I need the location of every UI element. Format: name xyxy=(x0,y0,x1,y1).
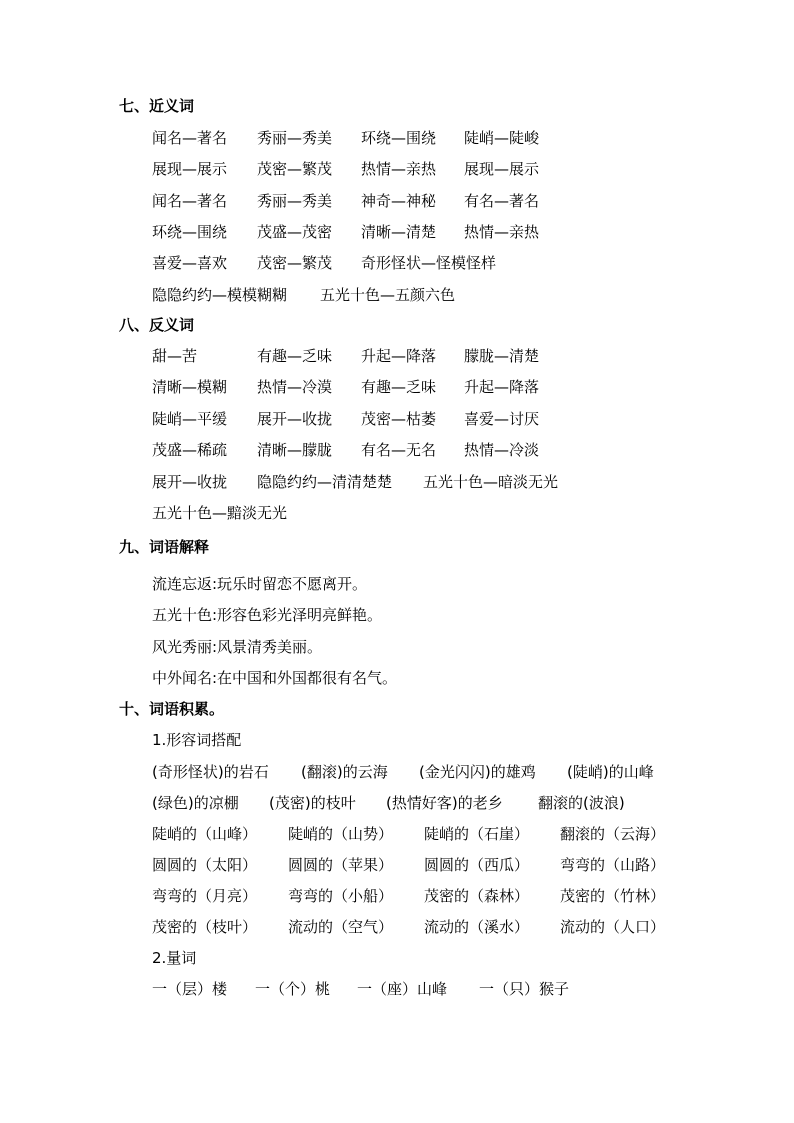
collocation: 陡峭的（石崖） xyxy=(424,825,530,843)
word-pair: 甜—苦 xyxy=(152,347,198,365)
word-pair: 清晰—朦胧 xyxy=(257,441,333,459)
word-pair: 秀丽—秀美 xyxy=(257,129,333,147)
word-pair: 奇形怪状—怪模怪样 xyxy=(361,254,497,272)
definition-line: 中外闻名:在中国和外国都很有名气。 xyxy=(152,669,398,687)
collocation: 弯弯的（小船） xyxy=(288,887,394,905)
word-pair: 热情—亲热 xyxy=(464,223,540,241)
collocation: (热情好客)的老乡 xyxy=(386,794,503,812)
subsection-title: 2.量词 xyxy=(152,949,197,967)
collocation: 翻滚的(波浪) xyxy=(538,794,625,812)
word-pair: 茂密—繁茂 xyxy=(257,160,333,178)
section-8-title: 八、反义词 xyxy=(119,316,195,334)
antonym-row xyxy=(152,377,539,397)
antonym-row xyxy=(152,503,287,523)
collocation: 翻滚的（云海） xyxy=(560,825,666,843)
collocation: 流动的（人口） xyxy=(560,918,666,936)
synonym-row xyxy=(152,253,496,273)
synonym-row xyxy=(152,159,539,179)
collocation: (茂密)的枝叶 xyxy=(269,794,356,812)
synonym-row xyxy=(152,285,455,305)
collocation: 茂密的（枝叶） xyxy=(152,918,258,936)
collocation-row xyxy=(152,824,665,844)
word-pair: 热情—亲热 xyxy=(361,160,437,178)
collocation: 弯弯的（月亮） xyxy=(152,887,258,905)
section-9-title: 九、词语解释 xyxy=(119,538,210,556)
collocation: 流动的（溪水） xyxy=(424,918,530,936)
word-pair: 茂密—繁茂 xyxy=(257,254,333,272)
section-7-title: 七、近义词 xyxy=(119,97,195,115)
collocation-row xyxy=(152,762,654,782)
word-pair: 热情—冷漠 xyxy=(257,378,333,396)
collocation: (金光闪闪)的雄鸡 xyxy=(419,763,536,781)
definition-line: 五光十色:形容色彩光泽明亮鲜艳。 xyxy=(152,606,383,624)
synonym-row xyxy=(152,191,539,211)
word-pair: 茂密—枯萎 xyxy=(361,410,437,428)
word-pair: 茂盛—稀疏 xyxy=(152,441,228,459)
word-pair: 有名—著名 xyxy=(464,192,540,210)
word-pair: 展开—收拢 xyxy=(152,473,228,491)
word-pair: 隐隐约约—清清楚楚 xyxy=(257,473,393,491)
collocation: (奇形怪状)的岩石 xyxy=(152,763,269,781)
collocation: 茂密的（竹林） xyxy=(560,887,666,905)
word-pair: 隐隐约约—模模糊糊 xyxy=(152,286,288,304)
word-pair: 神奇—神秘 xyxy=(361,192,437,210)
collocation: 陡峭的（山峰） xyxy=(152,825,258,843)
word-pair: 展现—展示 xyxy=(464,160,540,178)
word-pair: 展现—展示 xyxy=(152,160,228,178)
collocation: (陡峭)的山峰 xyxy=(567,763,654,781)
word-pair: 热情—冷淡 xyxy=(464,441,540,459)
word-pair: 升起—降落 xyxy=(464,378,540,396)
measure-word: 一（只）猴子 xyxy=(479,980,570,998)
word-pair: 陡峭—平缓 xyxy=(152,410,228,428)
definition-line: 风光秀丽:风景清秀美丽。 xyxy=(152,638,323,656)
collocation: 陡峭的（山势） xyxy=(288,825,394,843)
word-pair: 秀丽—秀美 xyxy=(257,192,333,210)
word-pair: 五光十色—暗淡无光 xyxy=(423,473,559,491)
collocation-row xyxy=(152,917,665,937)
word-pair: 茂盛—茂密 xyxy=(257,223,333,241)
collocation-row xyxy=(152,855,665,875)
collocation: 流动的（空气） xyxy=(288,918,394,936)
synonym-row xyxy=(152,128,539,148)
antonym-row xyxy=(152,409,539,429)
word-pair: 陡峭—陡峻 xyxy=(464,129,540,147)
measure-word: 一（层）楼 xyxy=(152,980,228,998)
word-pair: 朦胧—清楚 xyxy=(464,347,540,365)
collocation: 茂密的（森林） xyxy=(424,887,530,905)
measure-word: 一（个）桃 xyxy=(255,980,331,998)
word-pair: 有趣—乏味 xyxy=(361,378,437,396)
word-pair: 喜爱—讨厌 xyxy=(464,410,540,428)
collocation: 圆圆的（苹果） xyxy=(288,856,394,874)
antonym-row xyxy=(152,346,539,366)
word-pair: 有名—无名 xyxy=(361,441,437,459)
collocation: 弯弯的（山路） xyxy=(560,856,666,874)
word-pair: 清晰—清楚 xyxy=(361,223,437,241)
word-pair: 环绕—围绕 xyxy=(152,223,228,241)
word-pair: 闻名—著名 xyxy=(152,129,228,147)
collocation: 圆圆的（太阳） xyxy=(152,856,258,874)
collocation: 圆圆的（西瓜） xyxy=(424,856,530,874)
word-pair: 五光十色—五颜六色 xyxy=(320,286,456,304)
word-pair: 环绕—围绕 xyxy=(361,129,437,147)
word-pair: 清晰—模糊 xyxy=(152,378,228,396)
word-pair: 五光十色—黯淡无光 xyxy=(152,504,288,522)
collocation: (绿色)的凉棚 xyxy=(152,794,239,812)
word-pair: 闻名—著名 xyxy=(152,192,228,210)
collocation-row xyxy=(152,886,665,906)
word-pair: 有趣—乏味 xyxy=(257,347,333,365)
subsection-title: 1.形容词搭配 xyxy=(152,731,242,749)
section-10-title: 十、词语积累。 xyxy=(119,700,225,718)
measure-word: 一（座）山峰 xyxy=(357,980,448,998)
collocation: (翻滚)的云海 xyxy=(301,763,388,781)
word-pair: 喜爱—喜欢 xyxy=(152,254,228,272)
synonym-row xyxy=(152,222,539,242)
antonym-row xyxy=(152,472,558,492)
antonym-row xyxy=(152,440,539,460)
definition-line: 流连忘返:玩乐时留恋不愿离开。 xyxy=(152,575,368,593)
word-pair: 展开—收拢 xyxy=(257,410,333,428)
measure-word-row xyxy=(152,979,569,999)
collocation-row xyxy=(152,793,625,813)
word-pair: 升起—降落 xyxy=(361,347,437,365)
